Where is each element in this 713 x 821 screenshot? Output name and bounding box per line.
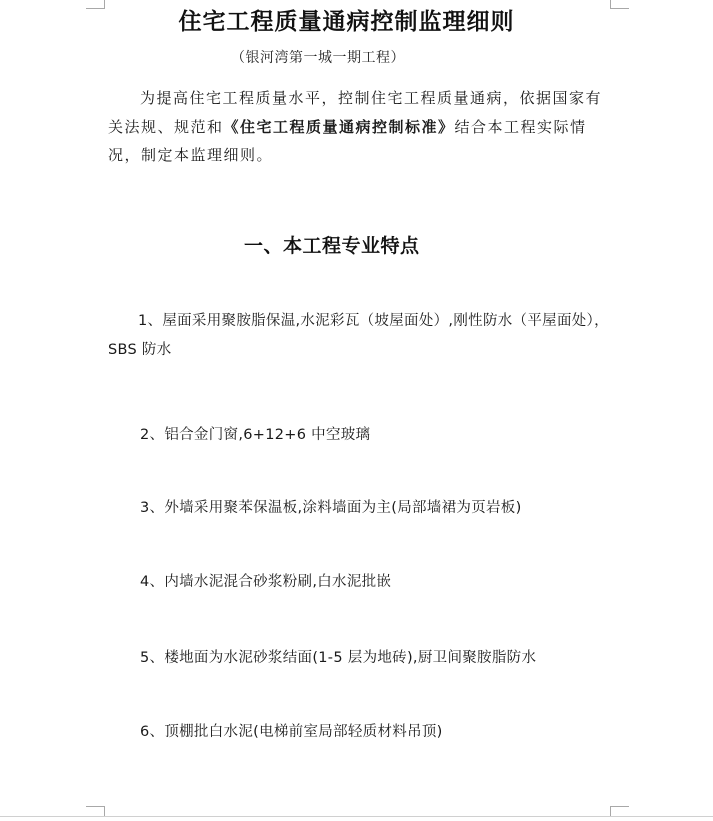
intro-paragraph [108, 84, 614, 170]
page-bottom-edge [0, 816, 713, 817]
feature-item-windows: 2、铝合金门窗,6+12+6 中空玻璃 [140, 427, 371, 443]
standard-name: 《住宅工程质量通病控制标准》 [223, 117, 455, 136]
feature-item-ceiling: 6、顶棚批白水泥(电梯前室局部轻质材料吊顶) [140, 724, 443, 740]
feature-item-floor: 5、楼地面为水泥砂浆结面(1-5 层为地砖),厨卫间聚胺脂防水 [140, 650, 537, 666]
feature-item-interior-wall: 4、内墙水泥混合砂浆粉刷,白水泥批嵌 [140, 574, 392, 590]
intro-text-after: 结合本工程实际情况，制定本监理细则。 [108, 117, 587, 164]
document-title: 住宅工程质量通病控制监理细则 [178, 8, 515, 35]
intro-text-before: 为提高住宅工程质量水平，控制住宅工程质量通病，依据国家有关法规、规范和 [108, 89, 603, 136]
section-heading: 一、本工程专业特点 [244, 235, 420, 257]
feature-item-exterior-wall: 3、外墙采用聚苯保温板,涂料墙面为主(局部墙裙为页岩板) [140, 500, 522, 516]
feature-item-roof: 1、屋面采用聚胺脂保温,水泥彩瓦（坡屋面处）,刚性防水（平屋面处），SBS 防水 [108, 313, 609, 358]
document-subtitle: （银河湾第一城一期工程） [231, 50, 405, 66]
